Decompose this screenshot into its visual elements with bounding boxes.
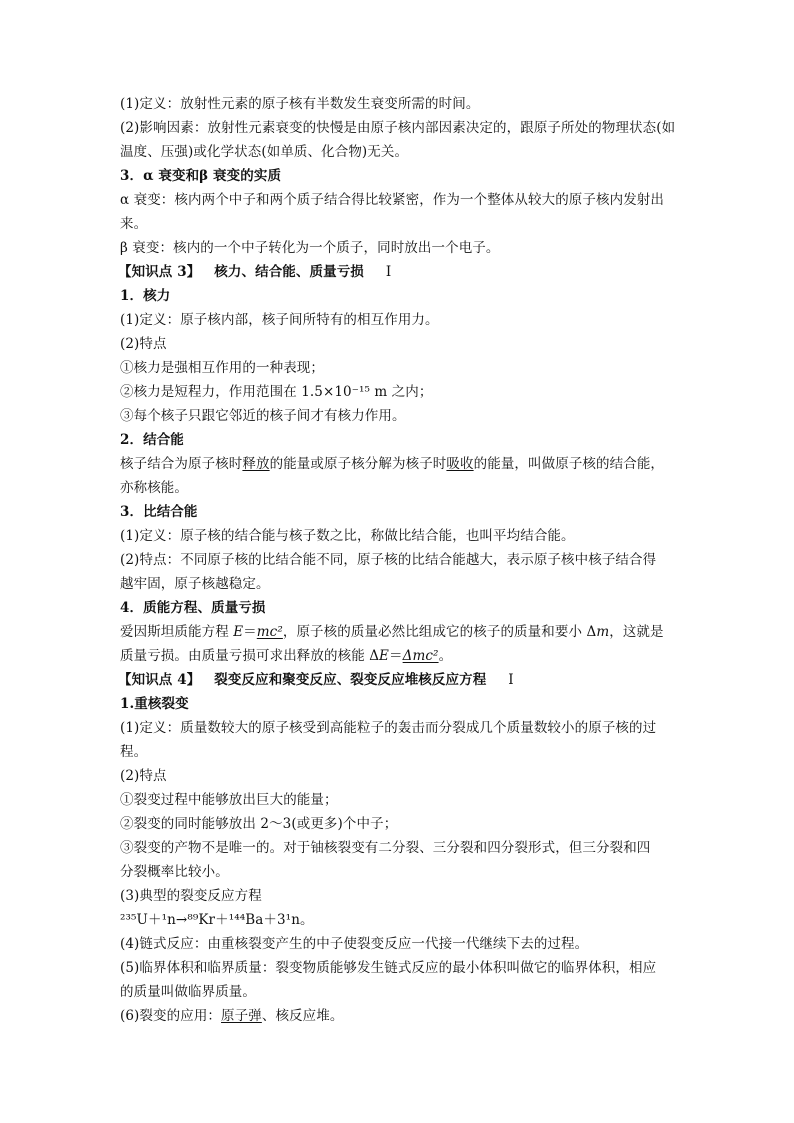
mc-squared: mc² [256,624,283,640]
fission-features-heading: (2)特点 [120,768,167,784]
fission-application-text-c: 、核反应堆。 [261,1008,344,1024]
binding-energy-absorb: 吸收 [446,456,474,472]
section-heading-mass-energy: 4．质能方程、质量亏损 [120,600,266,616]
knowledge-point-3-title: 核力、结合能、质量亏损 [214,264,364,280]
section-heading-decay-nature: 3．α 衰变和β 衰变的实质 [120,168,282,184]
specific-binding-energy-definition: (1)定义：原子核的结合能与核子数之比，称做比结合能，也叫平均结合能。 [120,528,575,544]
section-heading-binding-energy: 2．结合能 [120,432,184,448]
binding-energy-text [120,453,680,475]
nuclear-force-features-heading: (2)特点 [120,336,167,352]
fission-equation: ²³⁵U＋¹n→⁸⁹Kr＋¹⁴⁴Ba＋3¹n。 [120,912,314,928]
fission-feature-2: ②裂变的同时能够放出 2～3(或更多)个中子； [120,816,398,832]
fission-feature-3-cont: 分裂概率比较小。 [120,864,229,880]
nuclear-force-feature-2: ②核力是短程力，作用范围在 1.5×10⁻¹⁵ m 之内； [120,384,433,400]
fission-application-text-a: (6)裂变的应用： [120,1008,222,1024]
beta-decay-text: β 衰变：核内的一个中子转化为一个质子，同时放出一个电子。 [120,240,500,256]
alpha-decay-text-cont: 来。 [120,216,148,232]
mass-defect-text [120,645,680,667]
alpha-decay-text: α 衰变：核内两个中子和两个质子结合得比较紧密，作为一个整体从较大的原子核内发射出 [120,192,665,208]
specific-binding-energy-features-cont: 越牢固，原子核越稳定。 [120,576,270,592]
mass-defect-text-a: 质量亏损。由质量亏损可求出释放的核能 Δ [120,648,380,664]
half-life-factors-cont: 温度、压强)或化学状态(如单质、化合物)无关。 [120,144,409,160]
knowledge-point-4-level: Ⅰ [508,672,514,688]
fission-feature-3: ③裂变的产物不是唯一的。对于铀核裂变有二分裂、三分裂和四分裂形式，但三分裂和四 [120,840,651,856]
nuclear-force-feature-3: ③每个核子只跟它邻近的核子间才有核力作用。 [120,408,406,424]
binding-energy-text-e: 的能量，叫做原子核的结合能， [473,456,665,472]
chain-reaction-text: (4)链式反应：由重核裂变产生的中子使裂变反应一代接一代继续下去的过程。 [120,936,589,952]
nuclear-force-feature-1: ①核力是强相互作用的一种表现； [120,360,324,376]
fission-application-text [120,1005,680,1027]
binding-energy-text-cont: 亦称核能。 [120,480,188,496]
delta-mc-squared: Δmc² [402,648,439,664]
equals-sign: ＝ [243,624,257,640]
knowledge-point-3-tag: 【知识点 3】 [118,264,201,280]
mass-energy-text-g: ，这就是 [609,624,664,640]
mass-energy-text-a: 爱因斯坦质能方程 [120,624,234,640]
fission-equation-heading: (3)典型的裂变反应方程 [120,888,262,904]
mass-defect-text-e: 。 [438,648,453,664]
section-heading-fission: 1.重核裂变 [120,696,189,712]
equals-sign-2: ＝ [389,648,403,664]
mass-energy-equation-text [120,621,680,643]
knowledge-point-3-heading [118,261,678,283]
knowledge-point-4-tag: 【知识点 4】 [118,672,201,688]
critical-volume-text: (5)临界体积和临界质量：裂变物质能够发生链式反应的最小体积叫做它的临界体积，相应 [120,960,657,976]
knowledge-point-4-heading [118,669,678,691]
half-life-definition: (1)定义：放射性元素的原子核有半数发生衰变所需的时间。 [120,96,480,112]
atomic-bomb: 原子弹 [221,1008,262,1024]
mass-energy-text-e: ，原子核的质量必然比组成它的核子的质量和要小 Δ [282,624,597,640]
delta-energy-symbol: E [379,648,390,664]
binding-energy-text-a: 核子结合为原子核时 [120,456,243,472]
mass-symbol: m [596,624,610,640]
half-life-factors: (2)影响因素：放射性元素衰变的快慢是由原子核内部因素决定的，跟原子所处的物理状态(如 [120,120,676,136]
binding-energy-text-c: 的能量或原子核分解为核子时 [269,456,447,472]
fission-feature-1: ①裂变过程中能够放出巨大的能量； [120,792,338,808]
critical-volume-text-cont: 的质量叫做临界质量。 [120,984,256,1000]
knowledge-point-3-level: Ⅰ [385,264,392,280]
section-heading-specific-binding-energy: 3．比结合能 [120,504,198,520]
section-heading-nuclear-force: 1．核力 [120,288,171,304]
nuclear-force-definition: (1)定义：原子核内部，核子间所特有的相互作用力。 [120,312,439,328]
fission-definition: (1)定义：质量数较大的原子核受到高能粒子的轰击而分裂成几个质量数较小的原子核的过 [120,720,657,736]
knowledge-point-4-title: 裂变反应和聚变反应、裂变反应堆核反应方程 [214,672,487,688]
energy-symbol: E [233,624,244,640]
fission-definition-cont: 程。 [120,744,148,760]
binding-energy-release: 释放 [242,456,270,472]
specific-binding-energy-features: (2)特点：不同原子核的比结合能不同，原子核的比结合能越大，表示原子核中核子结合得 [120,552,657,568]
